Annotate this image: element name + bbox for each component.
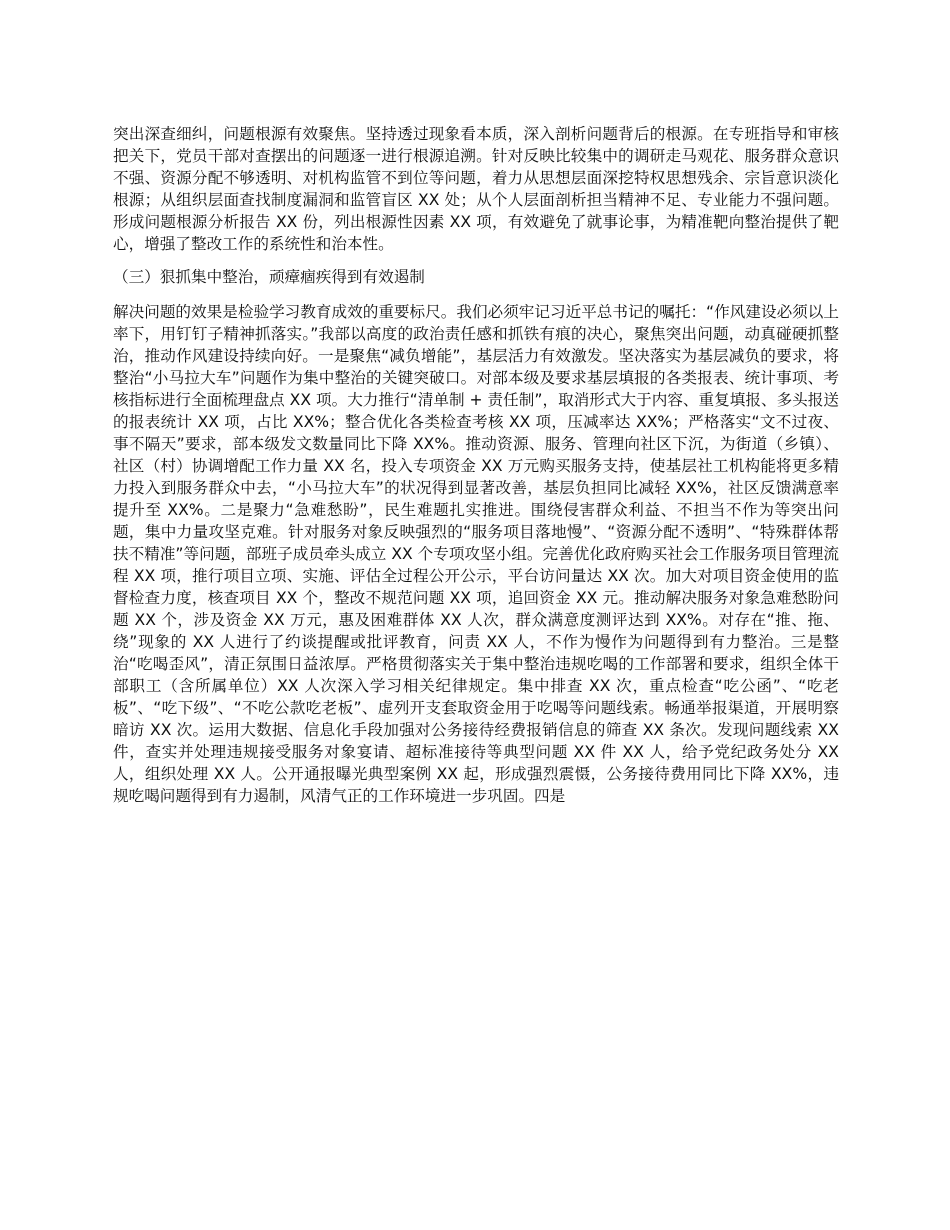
paragraph-root-cause-analysis: 突出深查细纠，问题根源有效聚焦。坚持透过现象看本质，深入剖析问题背后的根源。在专班指导和审核把关下，党员干部对查摆出的问题逐一进行根源追溯。针对反映比较集中的调研走马观花、服务群众意识不强、资源分配不够透明、对机构监管不到位等问题，着力从思想层面深挖特权思想残余、宗旨意识淡化根源；从组织层面查找制度漏洞和监管盲区 XX 处；从个人层面剖析担当精神不足、专业能力不强问题。形成问题根源分析报告 XX 份，列出根源性因素 XX 项，有效避免了就事论事，为精准靶向整治提供了靶心，增强了整改工作的系统性和治本性。 bbox=[113, 125, 839, 253]
section-heading-3: （三）狠抓集中整治，顽瘴痼疾得到有效遏制 bbox=[113, 268, 425, 286]
document-body bbox=[113, 123, 839, 807]
paragraph-concentrated-rectification: 解决问题的效果是检验学习教育成效的重要标尺。我们必须牢记习近平总书记的嘱托：“作风建设必须以上率下，用钉钉子精神抓落实。”我部以高度的政治责任感和抓铁有痕的决心，聚焦突出问题，动真碰硬抓整治，推动作风建设持续向好。一是聚焦“减负增能”，基层活力有效激发。坚决落实为基层减负的要求，将整治“小马拉大车”问题作为集中整治的关键突破口。对部本级及要求基层填报的各类报表、统计事项、考核指标进行全面梳理盘点 XX 项。大力推行“清单制 + 责任制”，取消形式大于内容、重复填报、多头报送的报表统计 XX 项，占比 XX%；整合优化各类检查考核 XX 项，压减率达 XX%；严格落实“文不过夜、事不隔天”要求，部本级发文数量同比下降 XX%。推动资源、服务、管理向社区下沉，为街道（乡镇）、社区（村）协调增配工作力量 XX 名，投入专项资金 XX 万元购买服务支持，使基层社工机构能将更多精力投入到服务群众中去，“小马拉大车”的状况得到显著改善，基层负担同比减轻 XX%，社区反馈满意率提升至 XX%。二是聚力“急难愁盼”，民生难题扎实推进。围绕侵害群众利益、不担当不作为等突出问题，集中力量攻坚克难。针对服务对象反映强烈的“服务项目落地慢”、“资源分配不透明”、“特殊群体帮扶不精准”等问题，部班子成员牵头成立 XX 个专项攻坚小组。完善优化政府购买社会工作服务项目管理流程 XX 项，推行项目立项、实施、评估全过程公开公示，平台访问量达 XX 次。加大对项目资金使用的监督检查力度，核查项目 XX 个，整改不规范问题 XX 项，追回资金 XX 元。推动解决服务对象急难愁盼问题 XX 个，涉及资金 XX 万元，惠及困难群体 XX 人次，群众满意度测评达到 XX%。对存在“推、拖、绕”现象的 XX 人进行了约谈提醒或批评教育，问责 XX 人，不作为慢作为问题得到有力整治。三是整治“吃喝歪风”，清正氛围日益浓厚。严格贯彻落实关于集中整治违规吃喝的工作部署和要求，组织全体干部职工（含所属单位）XX 人次深入学习相关纪律规定。集中排查 XX 次，重点检查“吃公函”、“吃老板”、“吃下级”、“不吃公款吃老板”、虚列开支套取资金用于吃喝等问题线索。畅通举报渠道，开展明察暗访 XX 次。运用大数据、信息化手段加强对公务接待经费报销信息的筛查 XX 条次。发现问题线索 XX 件，查实并处理违规接受服务对象宴请、超标准接待等典型问题 XX 件 XX 人，给予党纪政务处分 XX 人，组织处理 XX 人。公开通报曝光典型案例 XX 起，形成强烈震慑，公务接待费用同比下降 XX%，违规吃喝问题得到有力遏制，风清气正的工作环境进一步巩固。四是 bbox=[113, 303, 839, 805]
